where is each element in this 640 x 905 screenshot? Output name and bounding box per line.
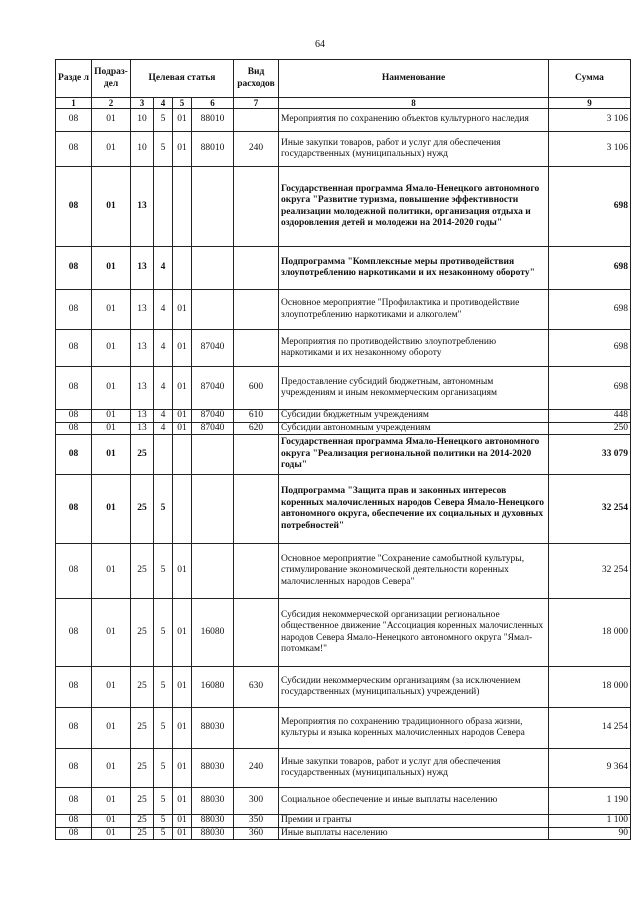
cell-sum: 90 — [549, 827, 631, 840]
cell-target-code: 87040 — [192, 422, 234, 435]
col-index: 9 — [549, 98, 631, 109]
cell-target-code: 88030 — [192, 708, 234, 749]
cell-vid — [234, 435, 279, 475]
cell-target-program: 13 — [131, 422, 154, 435]
cell-name: Субсидии бюджетным учреждениям — [279, 410, 549, 423]
cell-podrazdel: 01 — [92, 422, 131, 435]
cell-name: Основное мероприятие "Сохранение самобытной культуры, стимулирование экономической деятельности коренных малочисленных народов Севера" — [279, 544, 549, 599]
cell-vid — [234, 544, 279, 599]
cell-target-program: 10 — [131, 109, 154, 132]
cell-sum: 32 254 — [549, 475, 631, 544]
cell-target-code: 88010 — [192, 132, 234, 167]
cell-vid: 630 — [234, 667, 279, 708]
cell-podrazdel: 01 — [92, 109, 131, 132]
cell-razdel: 08 — [56, 475, 92, 544]
col-index: 6 — [192, 98, 234, 109]
cell-target-subprogram: 5 — [154, 788, 173, 815]
cell-vid — [234, 599, 279, 667]
cell-podrazdel: 01 — [92, 749, 131, 788]
cell-target-event: 01 — [173, 422, 192, 435]
col-index: 2 — [92, 98, 131, 109]
cell-target-event: 01 — [173, 599, 192, 667]
cell-razdel: 08 — [56, 290, 92, 330]
cell-target-program: 13 — [131, 247, 154, 290]
cell-sum: 698 — [549, 330, 631, 367]
cell-target-subprogram: 5 — [154, 544, 173, 599]
cell-vid — [234, 708, 279, 749]
cell-razdel: 08 — [56, 422, 92, 435]
cell-target-program: 13 — [131, 330, 154, 367]
cell-razdel: 08 — [56, 749, 92, 788]
table-row — [56, 815, 631, 828]
table-row — [56, 749, 631, 788]
cell-sum: 32 254 — [549, 544, 631, 599]
cell-sum: 33 079 — [549, 435, 631, 475]
cell-podrazdel: 01 — [92, 367, 131, 410]
cell-target-event: 01 — [173, 410, 192, 423]
col-index: 7 — [234, 98, 279, 109]
cell-vid: 240 — [234, 132, 279, 167]
cell-podrazdel: 01 — [92, 788, 131, 815]
cell-target-program: 25 — [131, 475, 154, 544]
cell-target-program: 10 — [131, 132, 154, 167]
cell-target-subprogram: 4 — [154, 290, 173, 330]
cell-target-subprogram: 4 — [154, 367, 173, 410]
table-row — [56, 109, 631, 132]
cell-target-program: 25 — [131, 749, 154, 788]
cell-sum: 9 364 — [549, 749, 631, 788]
cell-sum: 1 190 — [549, 788, 631, 815]
cell-podrazdel: 01 — [92, 827, 131, 840]
cell-sum: 448 — [549, 410, 631, 423]
cell-podrazdel: 01 — [92, 290, 131, 330]
cell-sum: 698 — [549, 290, 631, 330]
cell-razdel: 08 — [56, 410, 92, 423]
cell-target-subprogram: 5 — [154, 749, 173, 788]
cell-vid: 610 — [234, 410, 279, 423]
cell-target-event: 01 — [173, 109, 192, 132]
cell-name: Мероприятия по противодействию злоупотреблению наркотиками и их незаконному обороту — [279, 330, 549, 367]
cell-target-event: 01 — [173, 749, 192, 788]
table-row — [56, 410, 631, 423]
cell-vid: 360 — [234, 827, 279, 840]
cell-target-code — [192, 290, 234, 330]
cell-vid — [234, 475, 279, 544]
cell-target-subprogram — [154, 435, 173, 475]
cell-name: Субсидии автономным учреждениям — [279, 422, 549, 435]
col-index: 5 — [173, 98, 192, 109]
cell-target-code — [192, 435, 234, 475]
table-row — [56, 599, 631, 667]
cell-razdel: 08 — [56, 827, 92, 840]
cell-razdel: 08 — [56, 599, 92, 667]
cell-target-code: 87040 — [192, 367, 234, 410]
cell-name: Подпрограмма "Защита прав и законных интересов коренных малочисленных народов Севера Ямало-Ненецкого автономного округа, обеспечение их социальных и духовных потребностей" — [279, 475, 549, 544]
cell-target-program: 25 — [131, 815, 154, 828]
cell-name: Предоставление субсидий бюджетным, автономным учреждениям и иным некоммерческим организациям — [279, 367, 549, 410]
cell-target-program: 25 — [131, 708, 154, 749]
cell-target-code: 88030 — [192, 788, 234, 815]
cell-target-code — [192, 544, 234, 599]
cell-podrazdel: 01 — [92, 599, 131, 667]
table-row — [56, 667, 631, 708]
cell-target-code: 88030 — [192, 749, 234, 788]
cell-name: Иные закупки товаров, работ и услуг для обеспечения государственных (муниципальных) нужд — [279, 749, 549, 788]
cell-target-event: 01 — [173, 544, 192, 599]
cell-target-subprogram: 4 — [154, 422, 173, 435]
cell-sum: 1 100 — [549, 815, 631, 828]
cell-name: Государственная программа Ямало-Ненецкого автономного округа "Развитие туризма, повышение эффективности реализации молодежной политики, организация отдыха и оздоровления детей и молодежи на 2014-2020 годы" — [279, 167, 549, 247]
cell-razdel: 08 — [56, 788, 92, 815]
header-razdel: Разде л — [56, 60, 92, 98]
cell-vid: 240 — [234, 749, 279, 788]
cell-target-code — [192, 247, 234, 290]
cell-podrazdel: 01 — [92, 167, 131, 247]
cell-target-code: 87040 — [192, 410, 234, 423]
cell-target-subprogram: 5 — [154, 109, 173, 132]
cell-target-subprogram: 5 — [154, 827, 173, 840]
cell-name: Социальное обеспечение и иные выплаты населению — [279, 788, 549, 815]
cell-razdel: 08 — [56, 132, 92, 167]
cell-podrazdel: 01 — [92, 330, 131, 367]
cell-sum: 3 106 — [549, 132, 631, 167]
cell-podrazdel: 01 — [92, 544, 131, 599]
header-target: Целевая статья — [131, 60, 234, 98]
cell-target-program: 25 — [131, 435, 154, 475]
col-index: 8 — [279, 98, 549, 109]
cell-target-subprogram — [154, 167, 173, 247]
cell-podrazdel: 01 — [92, 247, 131, 290]
cell-podrazdel: 01 — [92, 435, 131, 475]
cell-target-event — [173, 475, 192, 544]
cell-sum: 3 106 — [549, 109, 631, 132]
cell-name: Премии и гранты — [279, 815, 549, 828]
cell-target-program: 25 — [131, 827, 154, 840]
cell-target-event — [173, 167, 192, 247]
cell-target-subprogram: 5 — [154, 132, 173, 167]
page-number: 64 — [315, 39, 325, 50]
cell-target-code: 16080 — [192, 599, 234, 667]
cell-target-event: 01 — [173, 827, 192, 840]
table-row — [56, 827, 631, 840]
table-row — [56, 330, 631, 367]
cell-vid: 350 — [234, 815, 279, 828]
cell-podrazdel: 01 — [92, 410, 131, 423]
table-row — [56, 290, 631, 330]
cell-razdel: 08 — [56, 815, 92, 828]
cell-sum: 698 — [549, 167, 631, 247]
cell-razdel: 08 — [56, 708, 92, 749]
cell-name: Подпрограмма "Комплексные меры противодействия злоупотреблению наркотиками и их незаконному обороту" — [279, 247, 549, 290]
cell-target-program: 25 — [131, 788, 154, 815]
col-index: 1 — [56, 98, 92, 109]
table-row — [56, 708, 631, 749]
cell-sum: 698 — [549, 247, 631, 290]
cell-target-subprogram: 4 — [154, 330, 173, 367]
cell-target-event: 01 — [173, 132, 192, 167]
cell-name: Субсидии некоммерческим организациям (за исключением государственных (муниципальных) учреждений) — [279, 667, 549, 708]
col-index: 4 — [154, 98, 173, 109]
cell-target-code: 16080 — [192, 667, 234, 708]
cell-name: Иные выплаты населению — [279, 827, 549, 840]
cell-target-event — [173, 247, 192, 290]
cell-target-event: 01 — [173, 290, 192, 330]
cell-razdel: 08 — [56, 367, 92, 410]
cell-razdel: 08 — [56, 667, 92, 708]
cell-name: Мероприятия по сохранению традиционного образа жизни, культуры и языка коренных малочисленных народов Севера — [279, 708, 549, 749]
cell-sum: 698 — [549, 367, 631, 410]
table-row — [56, 475, 631, 544]
table-row — [56, 788, 631, 815]
cell-target-event: 01 — [173, 330, 192, 367]
cell-target-subprogram: 5 — [154, 599, 173, 667]
cell-podrazdel: 01 — [92, 708, 131, 749]
cell-target-subprogram: 5 — [154, 815, 173, 828]
cell-target-code — [192, 167, 234, 247]
cell-vid — [234, 290, 279, 330]
cell-vid — [234, 247, 279, 290]
cell-sum: 250 — [549, 422, 631, 435]
cell-target-event: 01 — [173, 708, 192, 749]
cell-target-program: 25 — [131, 667, 154, 708]
cell-razdel: 08 — [56, 247, 92, 290]
header-podrazdel: Подраз- дел — [92, 60, 131, 98]
table-row — [56, 367, 631, 410]
cell-podrazdel: 01 — [92, 815, 131, 828]
cell-target-event — [173, 435, 192, 475]
cell-vid — [234, 167, 279, 247]
cell-target-subprogram: 5 — [154, 475, 173, 544]
cell-podrazdel: 01 — [92, 475, 131, 544]
cell-target-code: 88030 — [192, 827, 234, 840]
table-row — [56, 167, 631, 247]
cell-target-event: 01 — [173, 367, 192, 410]
cell-target-event: 01 — [173, 815, 192, 828]
cell-sum: 18 000 — [549, 667, 631, 708]
cell-target-event: 01 — [173, 788, 192, 815]
cell-target-code: 88010 — [192, 109, 234, 132]
cell-razdel: 08 — [56, 167, 92, 247]
cell-name: Субсидия некоммерческой организации региональное общественное движение "Ассоциация коренных малочисленных народов Севера Ямало-Ненецкого автономного округа "Ямал-потомкам!" — [279, 599, 549, 667]
header-vid: Вид расходов — [234, 60, 279, 98]
cell-name: Иные закупки товаров, работ и услуг для обеспечения государственных (муниципальных) нужд — [279, 132, 549, 167]
cell-target-code — [192, 475, 234, 544]
cell-target-program: 13 — [131, 410, 154, 423]
cell-vid — [234, 330, 279, 367]
table-row — [56, 132, 631, 167]
cell-target-subprogram: 5 — [154, 667, 173, 708]
table-row — [56, 544, 631, 599]
cell-podrazdel: 01 — [92, 132, 131, 167]
cell-razdel: 08 — [56, 109, 92, 132]
cell-razdel: 08 — [56, 330, 92, 367]
cell-target-program: 25 — [131, 544, 154, 599]
table-row — [56, 435, 631, 475]
header-name: Наименование — [279, 60, 549, 98]
header-sum: Сумма — [549, 60, 631, 98]
table-row — [56, 247, 631, 290]
cell-target-program: 13 — [131, 290, 154, 330]
cell-vid — [234, 109, 279, 132]
cell-sum: 14 254 — [549, 708, 631, 749]
table-row — [56, 422, 631, 435]
budget-table — [55, 59, 631, 840]
cell-name: Мероприятия по сохранению объектов культурного наследия — [279, 109, 549, 132]
cell-name: Государственная программа Ямало-Ненецкого автономного округа "Реализация региональной политики на 2014-2020 годы" — [279, 435, 549, 475]
cell-target-subprogram: 4 — [154, 247, 173, 290]
cell-target-event: 01 — [173, 667, 192, 708]
cell-target-code: 87040 — [192, 330, 234, 367]
cell-sum: 18 000 — [549, 599, 631, 667]
cell-vid: 300 — [234, 788, 279, 815]
col-index: 3 — [131, 98, 154, 109]
cell-vid: 600 — [234, 367, 279, 410]
cell-target-subprogram: 5 — [154, 708, 173, 749]
cell-target-subprogram: 4 — [154, 410, 173, 423]
cell-podrazdel: 01 — [92, 667, 131, 708]
cell-target-program: 13 — [131, 167, 154, 247]
cell-target-code: 88030 — [192, 815, 234, 828]
cell-name: Основное мероприятие "Профилактика и противодействие злоупотреблению наркотиками и алкоголем" — [279, 290, 549, 330]
cell-target-program: 25 — [131, 599, 154, 667]
cell-vid: 620 — [234, 422, 279, 435]
cell-razdel: 08 — [56, 544, 92, 599]
cell-razdel: 08 — [56, 435, 92, 475]
cell-target-program: 13 — [131, 367, 154, 410]
